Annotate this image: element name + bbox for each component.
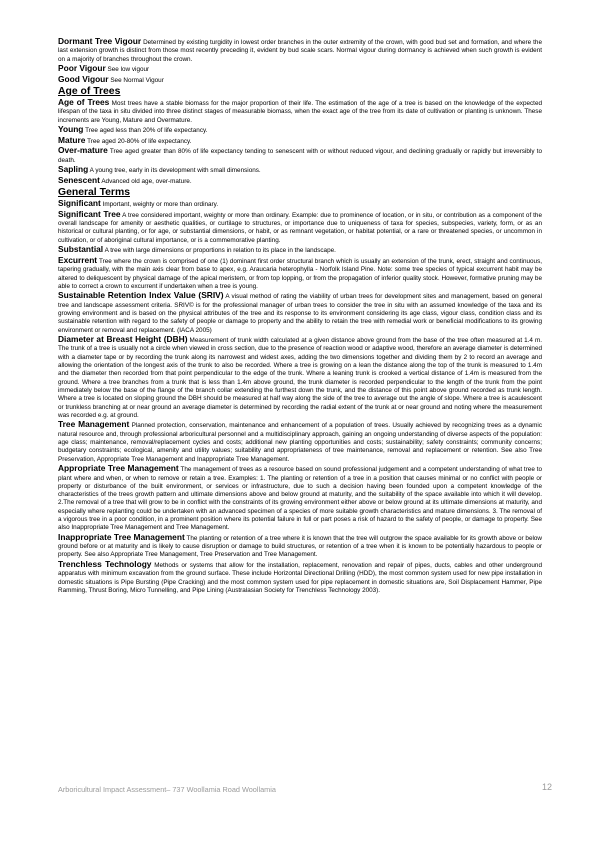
glossary-definition: A young tree, early in its development with small dimensions. <box>89 167 261 175</box>
glossary-term: Significant <box>58 198 101 209</box>
glossary-definition: See Normal Vigour <box>110 76 164 84</box>
glossary-definition: Methods or systems that allow for the installation, replacement, renovation and repair of pipes, ducts, cables and other underground apparatus with minimum excavation from the ground surface. These include Horizontal Directional Drilling (HDD), the most common system used for new pipe installation in domestic situations is Pipe Bursting (Pipe Cracking) and the most common system used for pipe replacement in domestic situations are, Soil Displacement Hammer, Pipe Ramming, Thrust Boring, Micro Tunnelling, and Pipe Lining (Australasian Society for Trenchless Technology 2003). <box>58 562 542 594</box>
glossary-definition: Most trees have a stable biomass for the major proportion of their life. The estimation of the age of a tree is based on the knowledge of the expected lifespan of the taxa in situ divided into three distinct stages of measurable biomass, when the exact age of the tree from its date of cultivation or planting is unknown. These increments are Young, Mature and Overmature. <box>58 100 543 124</box>
glossary-definition: A visual method of rating the viability of urban trees for development sites and management, based on general tree and landscape assessment criteria. SRIV© is for the professional manager of urban trees to consider the tree in situ with an assumed knowledge of the taxa and its growing environment and is based on the physical attributes of the tree and its response to its environment considering its age class, vigour class, condition class and its sustainable retention with regard to the safety of people or damage to property and the ability to retain the tree with remedial work or beneficial modifications to its growing environment or removal and replacement. (IACA 2005) <box>58 293 542 334</box>
glossary-term: Trenchless Technology <box>58 559 152 570</box>
glossary-definition: Planned protection, conservation, maintenance and enhancement of a population of trees. Usually achieved by recognizing trees as a dynamic natural resource and, through professional arboricultural personnel and a multidisciplinary approach, gaining an ongoing understanding of diverse aspects of the population: age class; maintenance, removal/replacement cycles and costs; additional new planting opportunities and costs; sustainability; safety constraints; community concerns; budgetary constraints; ecological, amenity and utility values; suitability and appropriateness of tree maintenance, removal and replacement or retention. See also Tree Preservation, Appropriate Tree Management and Inappropriate Tree Management. <box>58 422 542 463</box>
glossary-term: Young <box>58 124 84 135</box>
glossary-entry <box>58 464 542 532</box>
glossary-term: Sapling <box>58 164 89 175</box>
document-body <box>58 37 542 596</box>
glossary-term: Over-mature <box>58 145 108 156</box>
glossary-entry <box>58 245 542 255</box>
glossary-definition: A tree with large dimensions or proportions in relation to its place in the landscape. <box>104 247 336 255</box>
glossary-definition: Determined by existing turgidity in lowest order branches in the outer extremity of the crown, with good bud set and formation, and where the last extension growth is distinct from those most recently preceding it, evident by bud scale scars. Normal vigour during dormancy is achieved when such growth is evident on a majority of branches throughout the crown. <box>58 39 542 63</box>
glossary-term: Diameter at Breast Height (DBH) <box>58 334 188 345</box>
glossary-term: Good Vigour <box>58 73 109 84</box>
glossary-definition: A tree considered important, weighty or more than ordinary. Example: due to prominence of location, or in situ, or contribution as a component of the overall landscape for amenity or aesthetic qualities, or curtilage to structures, or importance due to uniqueness of taxa for species, subspecies, variety, form, or as an historical or cultural planting, or for age, or substantial dimensions, or habit, or as remnant vegetation, or habitat potential, or a rare or threatened species, or uncommon in cultivation, or of aboriginal cultural importance, or is a commemorative planting. <box>58 211 542 244</box>
glossary-entry <box>58 176 542 186</box>
glossary-entry <box>58 533 542 560</box>
glossary-entry <box>58 125 542 135</box>
glossary-entry <box>58 98 542 125</box>
page-footer <box>58 782 552 796</box>
glossary-definition: Tree aged 20-80% of life expectancy. <box>87 137 192 145</box>
glossary-definition: The management of trees as a resource based on sound professional judgement and a competent understanding of what tree to plant where and when, or when to remove or retain a tree. Examples: 1. The planting or retention of a tree in a position that causes minimal or no conflict with people or property or disturbance of the built environment, or services or infrastructure, due to such a decision having been founded upon a competent knowledge of the characteristics of the trees growth pattern and ultimate dimensions above and below ground at maturity, and the suitability of the space available into which it will develop. 2.The removal of a tree that will grow to be in conflict with the constraints of its growing environment either above or below ground at its ultimate dimensions at maturity, and especially where replanting could be undertaken with an advanced specimen of a species of more suitable growth characteristics and mature dimensions. 3. The removal of a vigorous tree in a poor condition, in a prominent position where its potential failure in full or part poses a risk of hazard to the safety of people, or damage to property. See also Inappropriate Tree Management and Tree Management. <box>58 466 542 532</box>
glossary-entry <box>58 37 542 64</box>
glossary-entry <box>58 136 542 146</box>
glossary-entry <box>58 210 542 245</box>
glossary-entry <box>58 420 542 463</box>
glossary-definition: Important, weighty or more than ordinary. <box>102 201 219 209</box>
glossary-term: Excurrent <box>58 254 98 265</box>
glossary-term: Significant Tree <box>58 208 121 219</box>
glossary-entry <box>58 560 542 595</box>
footer-text: Arboricultural Impact Assessment– 737 Woollamia Road Woollamia <box>58 785 276 794</box>
glossary-definition: Advanced old age, over-mature. <box>101 177 192 185</box>
glossary-entry <box>58 335 542 420</box>
glossary-entry <box>58 291 542 334</box>
glossary-term: Sustainable Retention Index Value (SRIV) <box>58 290 224 301</box>
page-number: 12 <box>541 782 552 792</box>
glossary-term: Age of Trees <box>58 97 110 108</box>
glossary-entry <box>58 146 542 165</box>
glossary-term: Inappropriate Tree Management <box>58 531 185 542</box>
glossary-definition: Tree aged less than 20% of life expectancy. <box>85 127 208 135</box>
glossary-term: Senescent <box>58 174 100 185</box>
glossary-definition: Tree aged greater than 80% of life expectancy tending to senescent with or without reduced vigour, and declining gradually or rapidly but irreversibly to death. <box>58 148 542 164</box>
section-heading: Age of Trees <box>58 86 121 98</box>
glossary-term: Appropriate Tree Management <box>58 463 179 474</box>
glossary-term: Poor Vigour <box>58 63 106 74</box>
glossary-entry <box>58 165 542 175</box>
glossary-term: Mature <box>58 134 86 145</box>
glossary-entry <box>58 199 542 209</box>
glossary-definition: The planting or retention of a tree where it is known that the tree will outgrow the space available for its growth above or below ground before or at maturity and is likely to cause disruption or damage to build structures, or retention of a tree when it is known to be potentially hazardous to people or property. See also Appropriate Tree Management, Tree Preservation and Tree Management. <box>58 534 543 559</box>
glossary-definition: See low vigour <box>107 66 150 74</box>
glossary-definition: Tree where the crown is comprised of one (1) dominant first order structural branch which is usually an extension of the trunk, erect, straight and continuous, tapering gradually, with the main axis clear from base to apex, e.g. Araucaria heterophylla - Norfolk Island Pine. Note: some tree species of typical excurrent habit may be altered to deliquescent by physical damage of the apical meristem, or from top lopping, or from the propagation of inferior quality stock. However, formative pruning may be able to correct a crown to excurrent if undertaken when a tree is young. <box>58 257 542 290</box>
glossary-definition: Measurement of trunk width calculated at a given distance above ground from the base of the tree often measured at 1.4 m. The trunk of a tree is usually not a circle when viewed in cross section, due to the presence of reaction wood or adaptive wood, therefore an average diameter is determined with a diameter tape or by recording the trunk along its narrowest and widest axes, adding the two dimensions together and dividing them by 2 to record an average and allowing the orientation of the longest axis of the trunk to also be recorded. Where a tree is growing on a lean the distance along the top of the trunk is measured to 1.4m and the diameter then recorded from that point perpendicular to the edge of the trunk. Where a leaning trunk is crooked a vertical distance of 1.4m is measured from the ground. Where a tree branches from a trunk that is less than 1.4m above ground, the trunk diameter is recorded perpendicular to the length of the trunk from the point immediately below the base of the flange of the branch collar extending the furthest down the trunk, and the distance of this point above ground recorded as trunk length. Where a tree is located on sloping ground the DBH should be measured at half way along the side of the tree to average out the angle of slope. Where a tree is acaulescent or trunkless branching at or near ground an average diameter is determined by recording the radial extent of the trunk at or near ground and noting where the measurement was recorded e.g. at ground. <box>58 337 543 419</box>
glossary-entry <box>58 256 542 291</box>
glossary-term: Dormant Tree Vigour <box>58 36 142 46</box>
glossary-term: Substantial <box>58 244 104 255</box>
glossary-term: Tree Management <box>58 419 130 430</box>
section-heading: General Terms <box>58 187 130 199</box>
glossary-entry <box>58 75 542 85</box>
glossary-entry <box>58 64 542 74</box>
